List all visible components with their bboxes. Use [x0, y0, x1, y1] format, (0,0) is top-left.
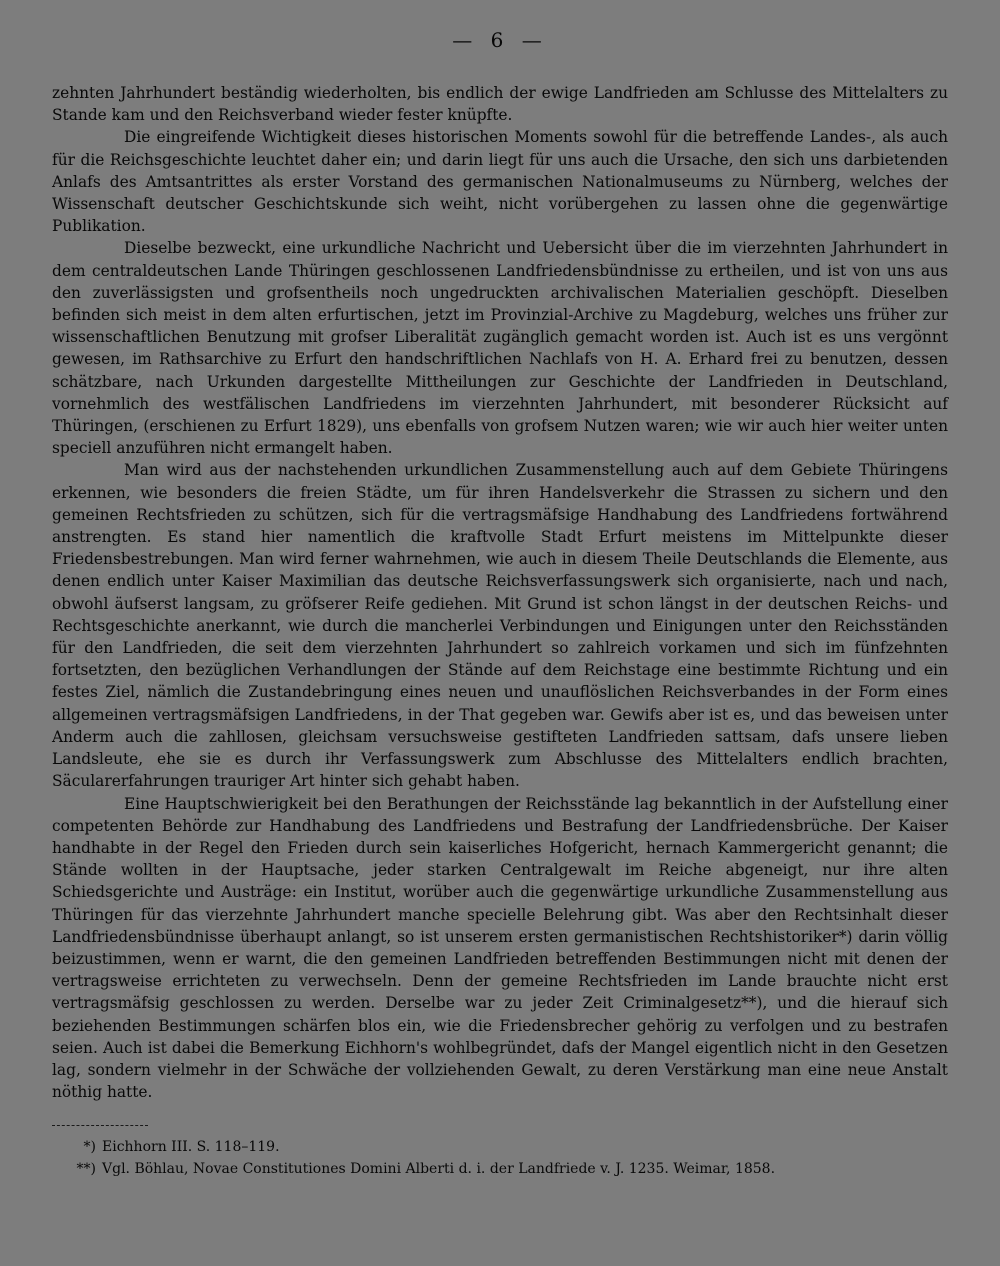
body-text — [52, 82, 948, 1103]
footnote — [52, 1136, 948, 1158]
footnotes — [52, 1136, 948, 1180]
paragraph: Die eingreifende Wichtigkeit dieses historischen Moments sowohl für die betreffende Landes-, als auch für die Reichsgeschichte leuchtet daher ein; und darin liegt für uns auch die Ursache, den sich uns darbietenden Anlafs des Amtsantrittes als erster Vorstand des germanischen Nationalmuseums zu Nürnberg, welches der Wissenschaft deutscher Geschichtskunde sich weiht, nicht vorübergehen zu lassen ohne die gegenwärtige Publikation. — [52, 128, 948, 236]
paragraph: Dieselbe bezweckt, eine urkundliche Nachricht und Uebersicht über die im vierzehnten Jahrhundert in dem centraldeutschen Lande Thüringen geschlossenen Landfriedensbündnisse zu ertheilen, und ist von uns aus den zuverlässigsten und grofsentheils noch ungedruckten archivalischen Materialien geschöpft. Dieselben befinden sich meist in dem alten erfurtischen, jetzt im Provinzial-Archive zu Magdeburg, welches uns früher zur wissenschaftlichen Benutzung mit grofser Liberalität zugänglich gemacht worden ist. Auch ist es uns vergönnt gewesen, im Rathsarchive zu Erfurt den handschriftlichen Nachlafs von H. A. Erhard frei zu benutzen, dessen schätzbare, nach Urkunden dargestellte Mittheilungen zur Geschichte der Landfrieden in Deutschland, vornehmlich des westfälischen Landfriedens im vierzehnten Jahrhundert, mit besonderer Rücksicht auf Thüringen, (erschienen zu Erfurt 1829), uns ebenfalls von grofsem Nutzen waren; wie wir auch hier weiter unten speciell anzuführen nicht ermangelt haben. — [52, 239, 948, 458]
footnote-mark: *) — [83, 1139, 96, 1156]
footnote — [52, 1158, 948, 1180]
footnote-mark: **) — [76, 1161, 96, 1178]
footnote-text: Vgl. Böhlau, Novae Constitutiones Domini Alberti d. i. der Landfriede v. J. 1235. Weimar, 1858. — [102, 1161, 776, 1178]
footnote-text: Eichhorn III. S. 118–119. — [102, 1139, 280, 1156]
page-number: — 6 — — [452, 28, 548, 52]
paragraph: Eine Hauptschwierigkeit bei den Berathungen der Reichsstände lag bekanntlich in der Aufstellung einer competenten Behörde zur Handhabung des Landfriedens und Bestrafung der Landfriedensbrüche. Der Kaiser handhabte in der Regel den Frieden durch sein kaiserliches Hofgericht, hernach Kammergericht genannt; die Stände wollten in der Hauptsache, jeder starken Centralgewalt im Reiche abgeneigt, nur ihre alten Schiedsgerichte und Austräge: ein Institut, worüber auch die gegenwärtige urkundliche Zusammenstellung aus Thüringen für das vierzehnte Jahrhundert manche specielle Belehrung gibt. Was aber den Rechtsinhalt dieser Landfriedensbündnisse überhaupt anlangt, so ist unserem ersten germanistischen Rechtshistoriker*) darin völlig beizustimmen, wenn er warnt, die den gemeinen Landfrieden betreffenden Bestimmungen nicht mit denen der vertragsweise errichteten zu verwechseln. Denn der gemeine Rechtsfrieden im Lande brauchte nicht erst vertragsmäfsig geschlossen zu werden. Derselbe war zu jeder Zeit Criminalgesetz**), und die hierauf sich beziehenden Bestimmungen schärfen blos ein, wie die Friedensbrecher gehörig zu verfolgen und zu bestrafen seien. Auch ist dabei die Bemerkung Eichhorn's wohlbegründet, dafs der Mangel eigentlich nicht in den Gesetzen lag, sondern vielmehr in der Schwäche der vollziehenden Gewalt, zu deren Verstärkung man eine neue Anstalt nöthig hatte. — [52, 794, 948, 1102]
paragraph-continuation: zehnten Jahrhundert beständig wiederholten, bis endlich der ewige Landfrieden am Schlusse des Mittelalters zu Stande kam und den Reichsverband wieder fester knüpfte. — [52, 84, 948, 125]
paragraph: Man wird aus der nachstehenden urkundlichen Zusammenstellung auch auf dem Gebiete Thüringens erkennen, wie besonders die freien Städte, um für ihren Handelsverkehr die Strassen zu sichern und den gemeinen Rechtsfrieden zu schützen, sich für die vertragsmäfsige Handhabung des Landfriedens fortwährend anstrengten. Es stand hier namentlich die kraftvolle Stadt Erfurt meistens im Mittelpunkte dieser Friedensbestrebungen. Man wird ferner wahrnehmen, wie auch in diesem Theile Deutschlands die Elemente, aus denen endlich unter Kaiser Maximilian das deutsche Reichsverfassungswerk sich organisierte, nach und nach, obwohl äufserst langsam, zu gröfserer Reife gediehen. Mit Grund ist schon längst in der deutschen Reichs- und Rechtsgeschichte anerkannt, wie durch die mancherlei Verbindungen und Einigungen unter den Reichsständen für den Landfrieden, die seit dem vierzehnten Jahrhundert so zahlreich vorkamen und sich im fünfzehnten fortsetzten, den bezüglichen Verhandlungen der Stände auf dem Reichstage eine bestimmte Richtung und ein festes Ziel, nämlich die Zustandebringung eines neuen und unauflöslichen Reichsverbandes in der Form eines allgemeinen vertragsmäfsigen Landfriedens, in der That gegeben war. Gewifs aber ist es, und das beweisen unter Anderm auch die zahllosen, gleichsam versuchsweise gestifteten Landfrieden sattsam, dafs unsere lieben Landsleute, ehe sie es durch ihr Verfassungswerk zum Abschlusse des Mittelalters endlich brachten, Säcularerfahrungen trauriger Art hinter sich gehabt haben. — [52, 461, 948, 791]
footnote-separator — [52, 1125, 148, 1126]
